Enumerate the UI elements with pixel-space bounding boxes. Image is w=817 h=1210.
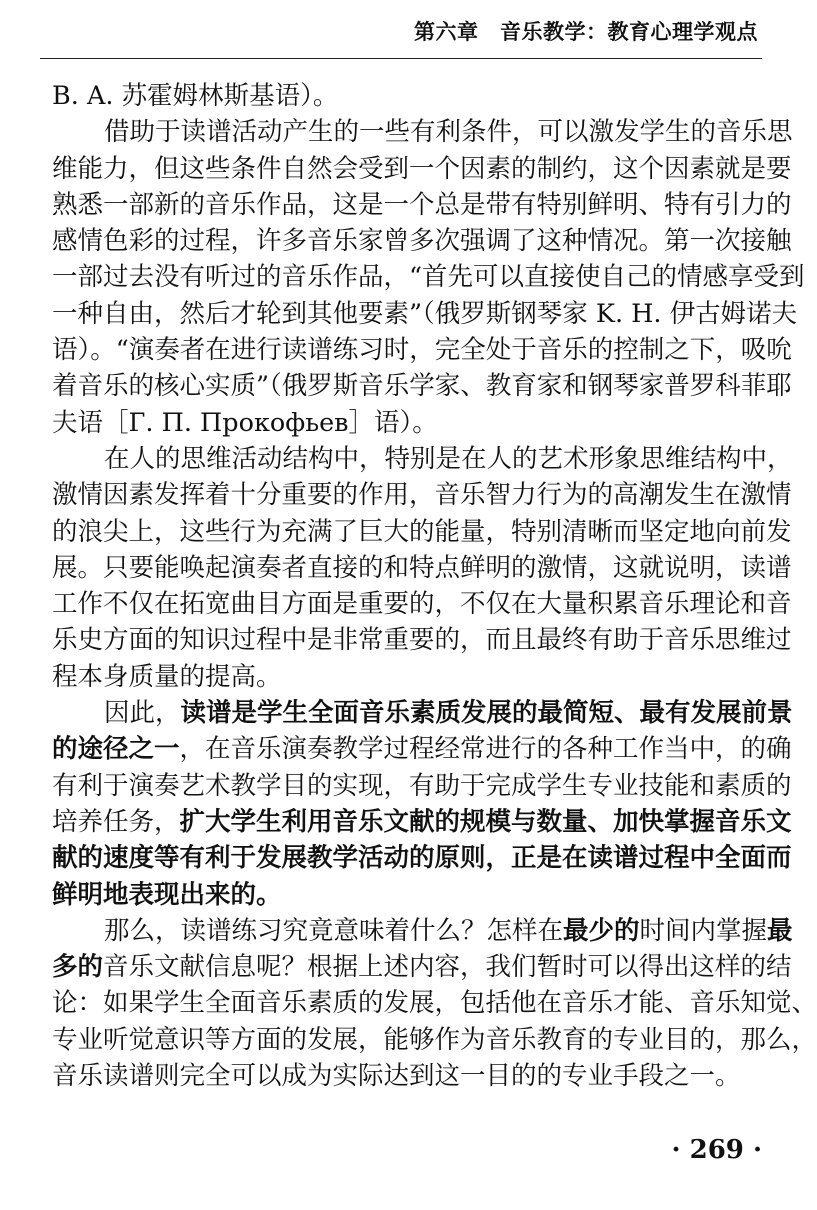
text-line: 夫语［Г. П. Прокофьев］语）。 xyxy=(52,407,438,438)
text-segment: ，在音乐演奏教学过程经常进行的各种工作当中，的确 xyxy=(179,734,792,765)
text-line: 熟悉一部新的音乐作品，这是一个总是带有特别鲜明、特有引力的 xyxy=(52,189,792,220)
bold-text-segment: 最 xyxy=(767,915,793,946)
text-line: 借助于读谱活动产生的一些有利条件，可以激发学生的音乐思 xyxy=(104,117,793,148)
text-line: 着音乐的核心实质”（俄罗斯音乐学家、教育家和钢琴家普罗科菲耶 xyxy=(52,371,792,402)
text-line: 工作不仅在拓宽曲目方面是重要的，不仅在大量积累音乐理论和音 xyxy=(52,589,792,620)
bold-text-segment: 最少的 xyxy=(563,915,640,946)
text-line: 论：如果学生全面音乐素质的发展，包括他在音乐才能、音乐知觉、 xyxy=(52,988,817,1019)
text-line: 一种自由，然后才轮到其他要素”（俄罗斯钢琴家 K. H. 伊古姆诺夫 xyxy=(52,298,798,329)
text-segment: 时间内掌握 xyxy=(639,915,768,946)
text-line xyxy=(52,804,792,840)
text-line: 有利于演奏艺术教学目的实现，有助于完成学生专业技能和素质的 xyxy=(52,770,792,801)
text-line xyxy=(52,840,792,876)
text-segment: 因此， xyxy=(104,698,181,729)
text-line: 程本身质量的提高。 xyxy=(52,661,282,692)
text-line: 感情色彩的过程，许多音乐家曾多次强调了这种情况。第一次接触 xyxy=(52,226,792,257)
text-line: B. A. 苏霍姆林斯基语）。 xyxy=(52,81,339,111)
page-number: · 269 · xyxy=(671,1135,762,1165)
text-line: 语）。“演奏者在进行读谱练习时，完全处于音乐的控制之下，吸吮 xyxy=(52,335,792,366)
bold-text-segment: 扩大学生利用音乐文献的规模与数量、加快掌握音乐文 xyxy=(179,806,792,837)
bold-text-segment: 多的 xyxy=(52,952,104,983)
text-segment: 培养任务， xyxy=(52,806,180,837)
text-line xyxy=(52,695,793,731)
text-line: 展。只要能唤起演奏者直接的和特点鲜明的激情，这就说明，读谱 xyxy=(52,552,792,583)
text-line xyxy=(52,949,792,985)
text-line: 在人的思维活动结构中，特别是在人的艺术形象思维结构中， xyxy=(104,443,793,474)
text-segment: 那么，读谱练习究竟意味着什么？怎样在 xyxy=(104,915,564,946)
text-line: 一部过去没有听过的音乐作品，“首先可以直接使自己的情感享受到 xyxy=(52,262,805,293)
text-line: 音乐读谱则完全可以成为实际达到这一目的的专业手段之一。 xyxy=(52,1061,741,1092)
running-header: 第六章 音乐教学：教育心理学观点 xyxy=(414,20,758,44)
text-line: 维能力，但这些条件自然会受到一个因素的制约，这个因素就是要 xyxy=(52,153,792,184)
text-line xyxy=(52,731,792,767)
bold-text-segment: 献的速度等有利于发展教学活动的原则，正是在读谱过程中全面而 xyxy=(52,843,792,874)
header-rule xyxy=(40,58,762,59)
text-line: 激情因素发挥着十分重要的作用，音乐智力行为的高潮发生在激情 xyxy=(52,480,792,511)
text-line: 的浪尖上，这些行为充满了巨大的能量，特别清晰而坚定地向前发 xyxy=(52,516,792,547)
text-line xyxy=(52,877,760,913)
text-line: 专业听觉意识等方面的发展，能够作为音乐教育的专业目的，那么， xyxy=(52,1024,817,1055)
text-line xyxy=(52,913,793,949)
text-line: 乐史方面的知识过程中是非常重要的，而且最终有助于音乐思维过 xyxy=(52,625,792,656)
bold-text-segment: 读谱是学生全面音乐素质发展的最简短、最有发展前景 xyxy=(180,698,793,729)
text-segment: 音乐文献信息呢？根据上述内容，我们暂时可以得出这样的结 xyxy=(103,952,792,983)
bold-text-segment: 鲜明地表现出来的。 xyxy=(52,879,282,910)
body-text xyxy=(52,78,817,1094)
bold-text-segment: 的途径之一 xyxy=(52,734,180,765)
